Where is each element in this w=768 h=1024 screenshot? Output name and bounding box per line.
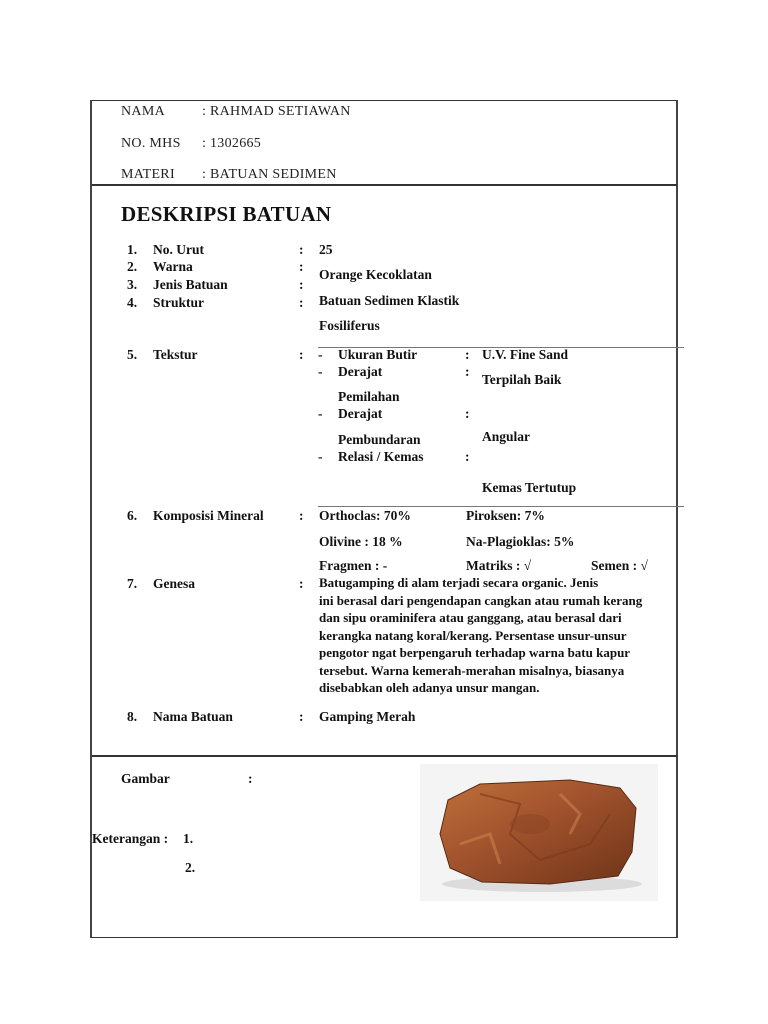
tekstur-derajat-pembundaran-2: Pembundaran — [338, 432, 421, 447]
header-divider — [92, 184, 677, 186]
item-label-no-urut: No. Urut — [153, 242, 204, 257]
colon: : — [299, 259, 304, 274]
colon: : — [465, 364, 470, 379]
genesa-line-6: tersebut. Warna kemerah-merahan misalnya, biasanya — [319, 663, 625, 678]
nomhs-label: NO. MHS — [121, 136, 181, 151]
mineral-na-plagioklas: Na-Plagioklas: 5% — [466, 534, 575, 549]
colon: : — [299, 576, 304, 591]
mineral-fragmen: Fragmen : - — [319, 558, 388, 573]
colon: : — [299, 347, 304, 362]
item-label-struktur: Struktur — [153, 295, 205, 310]
colon: : — [299, 277, 304, 292]
footer-divider — [92, 755, 677, 757]
colon: : — [465, 449, 470, 464]
colon: : — [299, 508, 304, 523]
mineral-semen: Semen : √ — [591, 558, 648, 573]
mineral-orthoclas: Orthoclas: 70% — [319, 508, 411, 523]
tekstur-relasi-kemas: Relasi / Kemas — [338, 449, 424, 464]
mineral-matriks: Matriks : √ — [466, 558, 532, 573]
rock-photo — [420, 764, 658, 901]
materi-label: MATERI — [121, 167, 175, 182]
rock-icon — [420, 764, 658, 901]
tekstur-derajat-pembundaran-1: Derajat — [338, 406, 383, 421]
genesa-line-3: dan sipu oraminifera atau ganggang, atau berasal dari — [319, 610, 622, 625]
gambar-colon: : — [248, 771, 253, 786]
item-number-3: 3. — [127, 277, 138, 292]
genesa-line-7: disebabkan oleh adanya unsur mangan. — [319, 680, 540, 695]
nama-value: : RAHMAD SETIAWAN — [202, 104, 351, 119]
nomhs-value: : 1302665 — [202, 136, 262, 151]
genesa-line-4: kerangka natang koral/kerang. Persentase unsur-unsur — [319, 628, 627, 643]
tekstur-derajat-pemilahan-1: Derajat — [338, 364, 383, 379]
item-label-jenis-batuan: Jenis Batuan — [153, 277, 228, 292]
value-no-urut: 25 — [319, 242, 333, 257]
keterangan-item-2: 2. — [185, 860, 196, 875]
item-label-tekstur: Tekstur — [153, 347, 198, 362]
item-label-genesa: Genesa — [153, 576, 195, 591]
item-number-5: 5. — [127, 347, 138, 362]
item-label-warna: Warna — [153, 259, 193, 274]
gambar-label: Gambar — [121, 771, 170, 786]
dash: - — [318, 406, 323, 421]
page-title: DESKRIPSI BATUAN — [121, 202, 332, 226]
keterangan-item-1: 1. — [183, 831, 194, 846]
genesa-line-1: Batugamping di alam terjadi secara organic. Jenis — [319, 575, 599, 590]
dash: - — [318, 364, 323, 379]
colon: : — [465, 406, 470, 421]
tekstur-derajat-pemilahan-2: Pemilahan — [338, 389, 400, 404]
item-number-2: 2. — [127, 259, 138, 274]
item-number-1: 1. — [127, 242, 138, 257]
value-ukuran-butir: U.V. Fine Sand — [482, 347, 569, 362]
value-warna: Orange Kecoklatan — [319, 267, 432, 282]
value-pemilahan: Terpilah Baik — [482, 372, 562, 387]
colon: : — [299, 295, 304, 310]
item-label-komposisi-mineral: Komposisi Mineral — [153, 508, 264, 523]
value-struktur: Fosiliferus — [319, 318, 380, 333]
genesa-line-5: pengotor ngat berpengaruh terhadap warna batu kapur — [319, 645, 631, 660]
materi-value: : BATUAN SEDIMEN — [202, 167, 337, 182]
item-label-nama-batuan: Nama Batuan — [153, 709, 233, 724]
item-number-7: 7. — [127, 576, 138, 591]
colon: : — [465, 347, 470, 362]
item-number-4: 4. — [127, 295, 138, 310]
value-pembundaran: Angular — [482, 429, 531, 444]
mineral-piroksen: Piroksen: 7% — [466, 508, 545, 523]
dash: - — [318, 347, 323, 362]
value-nama-batuan: Gamping Merah — [319, 709, 416, 724]
item-number-8: 8. — [127, 709, 138, 724]
colon: : — [299, 709, 304, 724]
tekstur-ukuran-butir: Ukuran Butir — [338, 347, 418, 362]
item-number-6: 6. — [127, 508, 138, 523]
value-kemas: Kemas Tertutup — [482, 480, 577, 495]
genesa-line-2: ini berasal dari pengendapan cangkan atau rumah kerang — [319, 593, 643, 608]
tekstur-bottom-line — [318, 506, 684, 507]
colon: : — [299, 242, 304, 257]
keterangan-label: Keterangan : — [92, 831, 169, 846]
mineral-olivine: Olivine : 18 % — [319, 534, 403, 549]
value-jenis-batuan: Batuan Sedimen Klastik — [319, 293, 460, 308]
nama-label: NAMA — [121, 104, 165, 119]
dash: - — [318, 449, 323, 464]
